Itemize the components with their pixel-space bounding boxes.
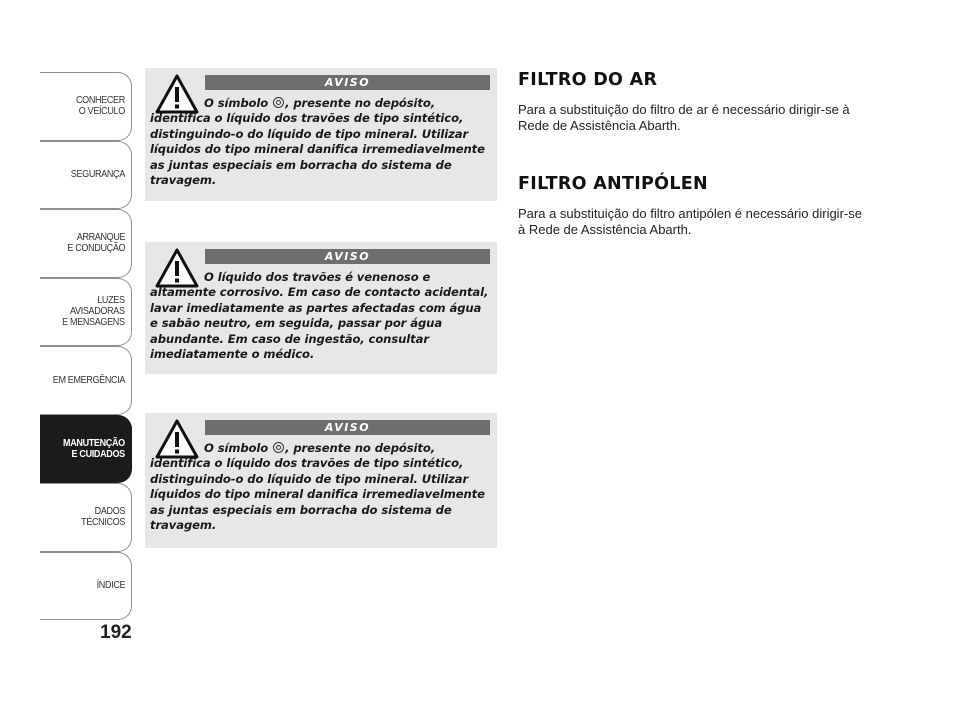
- tab-label: ARRANQUE E CONDUÇÃO: [67, 231, 125, 255]
- tab-arranque-e-conducao[interactable]: [40, 209, 132, 278]
- warning-box: [145, 242, 497, 374]
- warning-text: [150, 96, 489, 188]
- tab-em-emergencia[interactable]: [40, 346, 132, 415]
- warning-header: AVISO: [205, 249, 490, 264]
- tab-seguranca[interactable]: [40, 141, 132, 210]
- section-filtro-antipolen: [518, 174, 898, 237]
- warning-text-start: O símbolo: [204, 441, 269, 455]
- warning-text-start: O símbolo: [204, 96, 269, 110]
- warning-box: [145, 413, 497, 548]
- section-title: FILTRO ANTIPÓLEN: [518, 174, 708, 194]
- warning-text: O líquido dos travões é venenoso e altamente corrosivo. Em caso de contacto acidental, lavar imediatamente as partes afectadas com água e sabão neutro, em seguida, passar por água abundante. Em caso de ingestão, consultar imediatamente o médico.: [150, 270, 489, 362]
- tab-luzes-avisadoras[interactable]: [40, 278, 132, 347]
- tab-manutencao-e-cuidados[interactable]: [40, 415, 132, 484]
- tab-conhecer-o-veiculo[interactable]: [40, 72, 132, 141]
- warning-box: [145, 68, 497, 201]
- warning-header: AVISO: [205, 420, 490, 435]
- tab-label: MANUTENÇÃO E CUIDADOS: [63, 436, 125, 460]
- brake-fluid-symbol-icon: [273, 97, 284, 108]
- tab-label: EM EMERGÊNCIA: [52, 373, 125, 386]
- warning-text-end: , presente no depósito, identifica o líquido dos travões de tipo sintético, distinguindo-o do líquido de tipo mineral. Utilizar líquidos do tipo mineral danifica irremediavelmente as juntas especiais em borracha do sistema de travagem.: [150, 96, 485, 188]
- chapter-tabs: [40, 72, 134, 620]
- tab-label: DADOS TÉCNICOS: [81, 505, 125, 529]
- section-body: Para a substituição do filtro de ar é necessário dirigir-se à Rede de Assistência Abarth.: [518, 102, 850, 133]
- tab-label: ÍNDICE: [96, 579, 125, 592]
- brake-fluid-symbol-icon: [273, 442, 284, 453]
- tab-label: LUZES AVISADORAS E MENSAGENS: [62, 294, 125, 329]
- warning-text: [150, 441, 489, 533]
- section-body: Para a substituição do filtro antipólen é necessário dirigir-se à Rede de Assistência Abarth.: [518, 206, 862, 237]
- warning-header: AVISO: [205, 75, 490, 90]
- tab-label: CONHECER O VEÍCULO: [76, 94, 125, 118]
- section-filtro-do-ar: [518, 70, 898, 133]
- page-number: 192: [100, 622, 132, 643]
- warning-text-end: , presente no depósito, identifica o líquido dos travões de tipo sintético, distinguindo-o do líquido de tipo mineral. Utilizar líquidos do tipo mineral danifica irremediavelmente as juntas especiais em borracha do sistema de travagem.: [150, 441, 485, 533]
- tab-label: SEGURANÇA: [70, 168, 125, 181]
- section-title: FILTRO DO AR: [518, 70, 658, 90]
- tab-dados-tecnicos[interactable]: [40, 483, 132, 552]
- tab-indice[interactable]: [40, 552, 132, 621]
